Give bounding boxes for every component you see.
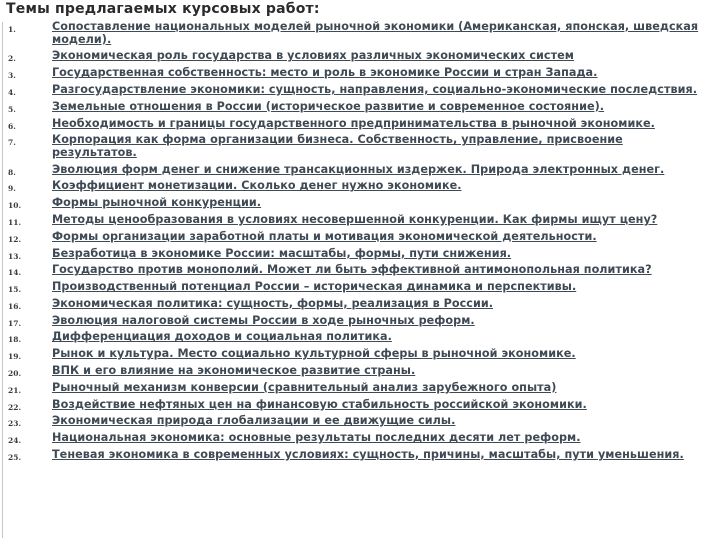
topic-number: 17. xyxy=(8,318,22,328)
topic-link[interactable]: Рыночный механизм конверсии (сравнительный анализ зарубежного опыта) xyxy=(52,380,557,394)
topic-number: 4. xyxy=(8,87,16,97)
topic-link[interactable]: Формы рыночной конкуренции. xyxy=(52,196,262,210)
topic-item[interactable] xyxy=(0,281,720,294)
topic-item[interactable] xyxy=(0,248,720,261)
topic-item[interactable] xyxy=(0,432,720,445)
topic-number: 18. xyxy=(8,335,22,345)
topic-item[interactable] xyxy=(0,365,720,378)
topic-number: 22. xyxy=(8,402,22,412)
topic-link[interactable]: Рынок и культура. Место социально культурной сферы в рыночной экономике. xyxy=(52,347,576,361)
topic-item[interactable] xyxy=(0,399,720,412)
topic-number: 2. xyxy=(8,54,16,64)
topic-link[interactable]: Необходимость и границы государственного предпринимательства в рыночной экономике. xyxy=(52,116,655,130)
topic-number: 20. xyxy=(8,369,22,379)
topic-number: 24. xyxy=(8,436,22,446)
topic-link[interactable]: Дифференциация доходов и социальная политика. xyxy=(52,330,392,344)
topic-item[interactable] xyxy=(0,449,720,462)
topic-link[interactable]: Сопоставление национальных моделей рыночной экономики (Американская, японская, шведская модели). xyxy=(52,20,699,46)
topic-item[interactable] xyxy=(0,264,720,277)
topic-item[interactable] xyxy=(0,67,720,80)
topic-item[interactable] xyxy=(0,164,720,177)
topic-number: 21. xyxy=(8,385,22,395)
topic-link[interactable]: Корпорация как форма организации бизнеса. Собственность, управление, присвоение результатов. xyxy=(52,133,623,159)
topic-link[interactable]: Формы организации заработной платы и мотивация экономической деятельности. xyxy=(52,229,597,243)
topic-number: 16. xyxy=(8,301,22,311)
topic-number: 9. xyxy=(8,184,16,194)
topic-item[interactable] xyxy=(0,134,720,159)
topic-number: 23. xyxy=(8,419,22,429)
topic-item[interactable] xyxy=(0,197,720,210)
topic-link[interactable]: Эволюция форм денег и снижение трансакционных издержек. Природа электронных денег. xyxy=(52,162,665,176)
topic-number: 14. xyxy=(8,268,22,278)
topic-number: 11. xyxy=(8,218,22,227)
page-title: Темы предлагаемых курсовых работ: xyxy=(6,1,320,17)
topic-item[interactable] xyxy=(0,214,720,227)
topic-number: 6. xyxy=(8,121,16,131)
topic-item[interactable] xyxy=(0,180,720,193)
topic-number: 7. xyxy=(8,138,16,148)
topic-link[interactable]: Методы ценообразования в условиях несовершенной конкуренции. Как фирмы ищут цену? xyxy=(52,213,658,226)
topic-item[interactable] xyxy=(0,231,720,244)
topic-link[interactable]: Эволюция налоговой системы России в ходе рыночных реформ. xyxy=(52,313,475,327)
topic-item[interactable] xyxy=(0,315,720,328)
topic-item[interactable] xyxy=(0,84,720,97)
topic-link[interactable]: Экономическая природа глобализации и ее движущие силы. xyxy=(52,414,456,428)
topic-number: 10. xyxy=(8,201,22,211)
topic-item[interactable] xyxy=(0,298,720,311)
topic-item[interactable] xyxy=(0,415,720,428)
topic-link[interactable]: Экономическая политика: сущность, формы, реализация в России. xyxy=(52,296,494,310)
topic-link[interactable]: Разгосударствление экономики: сущность, направления, социально-экономические последствия. xyxy=(52,82,698,96)
topic-link[interactable]: Безработица в экономике России: масштабы, формы, пути снижения. xyxy=(52,246,512,260)
topic-item[interactable] xyxy=(0,118,720,131)
topic-link[interactable]: Экономическая роль государства в условиях различных экономических систем xyxy=(52,49,574,63)
topic-link[interactable]: Национальная экономика: основные результаты последних десяти лет реформ. xyxy=(52,431,581,445)
topic-number: 1. xyxy=(8,25,16,34)
topic-item[interactable] xyxy=(0,331,720,344)
topic-number: 5. xyxy=(8,104,16,114)
topic-number: 8. xyxy=(8,167,16,177)
topic-number: 25. xyxy=(8,452,22,462)
topic-number: 19. xyxy=(8,352,22,362)
topic-link[interactable]: Производственный потенциал России – историческая динамика и перспективы. xyxy=(52,280,577,294)
topic-item[interactable] xyxy=(0,101,720,114)
topic-number: 15. xyxy=(8,285,22,295)
topic-list xyxy=(0,21,720,466)
topic-link[interactable]: Государство против монополий. Может ли быть эффективной антимонопольная политика? xyxy=(52,263,652,277)
topic-item[interactable] xyxy=(0,21,720,46)
topic-link[interactable]: Воздействие нефтяных цен на финансовую стабильность российской экономики. xyxy=(52,397,587,411)
topic-link[interactable]: Государственная собственность: место и роль в экономике России и стран Запада. xyxy=(52,66,598,80)
topic-item[interactable] xyxy=(0,348,720,361)
topic-number: 3. xyxy=(8,71,16,81)
topic-number: 12. xyxy=(8,234,22,244)
topic-item[interactable] xyxy=(0,382,720,395)
topic-number: 13. xyxy=(8,251,22,261)
topic-link[interactable]: Теневая экономика в современных условиях: сущность, причины, масштабы, пути уменьшения. xyxy=(52,447,684,461)
topic-item[interactable] xyxy=(0,50,720,63)
topic-link[interactable]: Коэффициент монетизации. Сколько денег нужно экономике. xyxy=(52,179,462,193)
topic-link[interactable]: ВПК и его влияние на экономическое развитие страны. xyxy=(52,364,416,378)
topic-link[interactable]: Земельные отношения в России (историческое развитие и современное состояние). xyxy=(52,99,605,113)
